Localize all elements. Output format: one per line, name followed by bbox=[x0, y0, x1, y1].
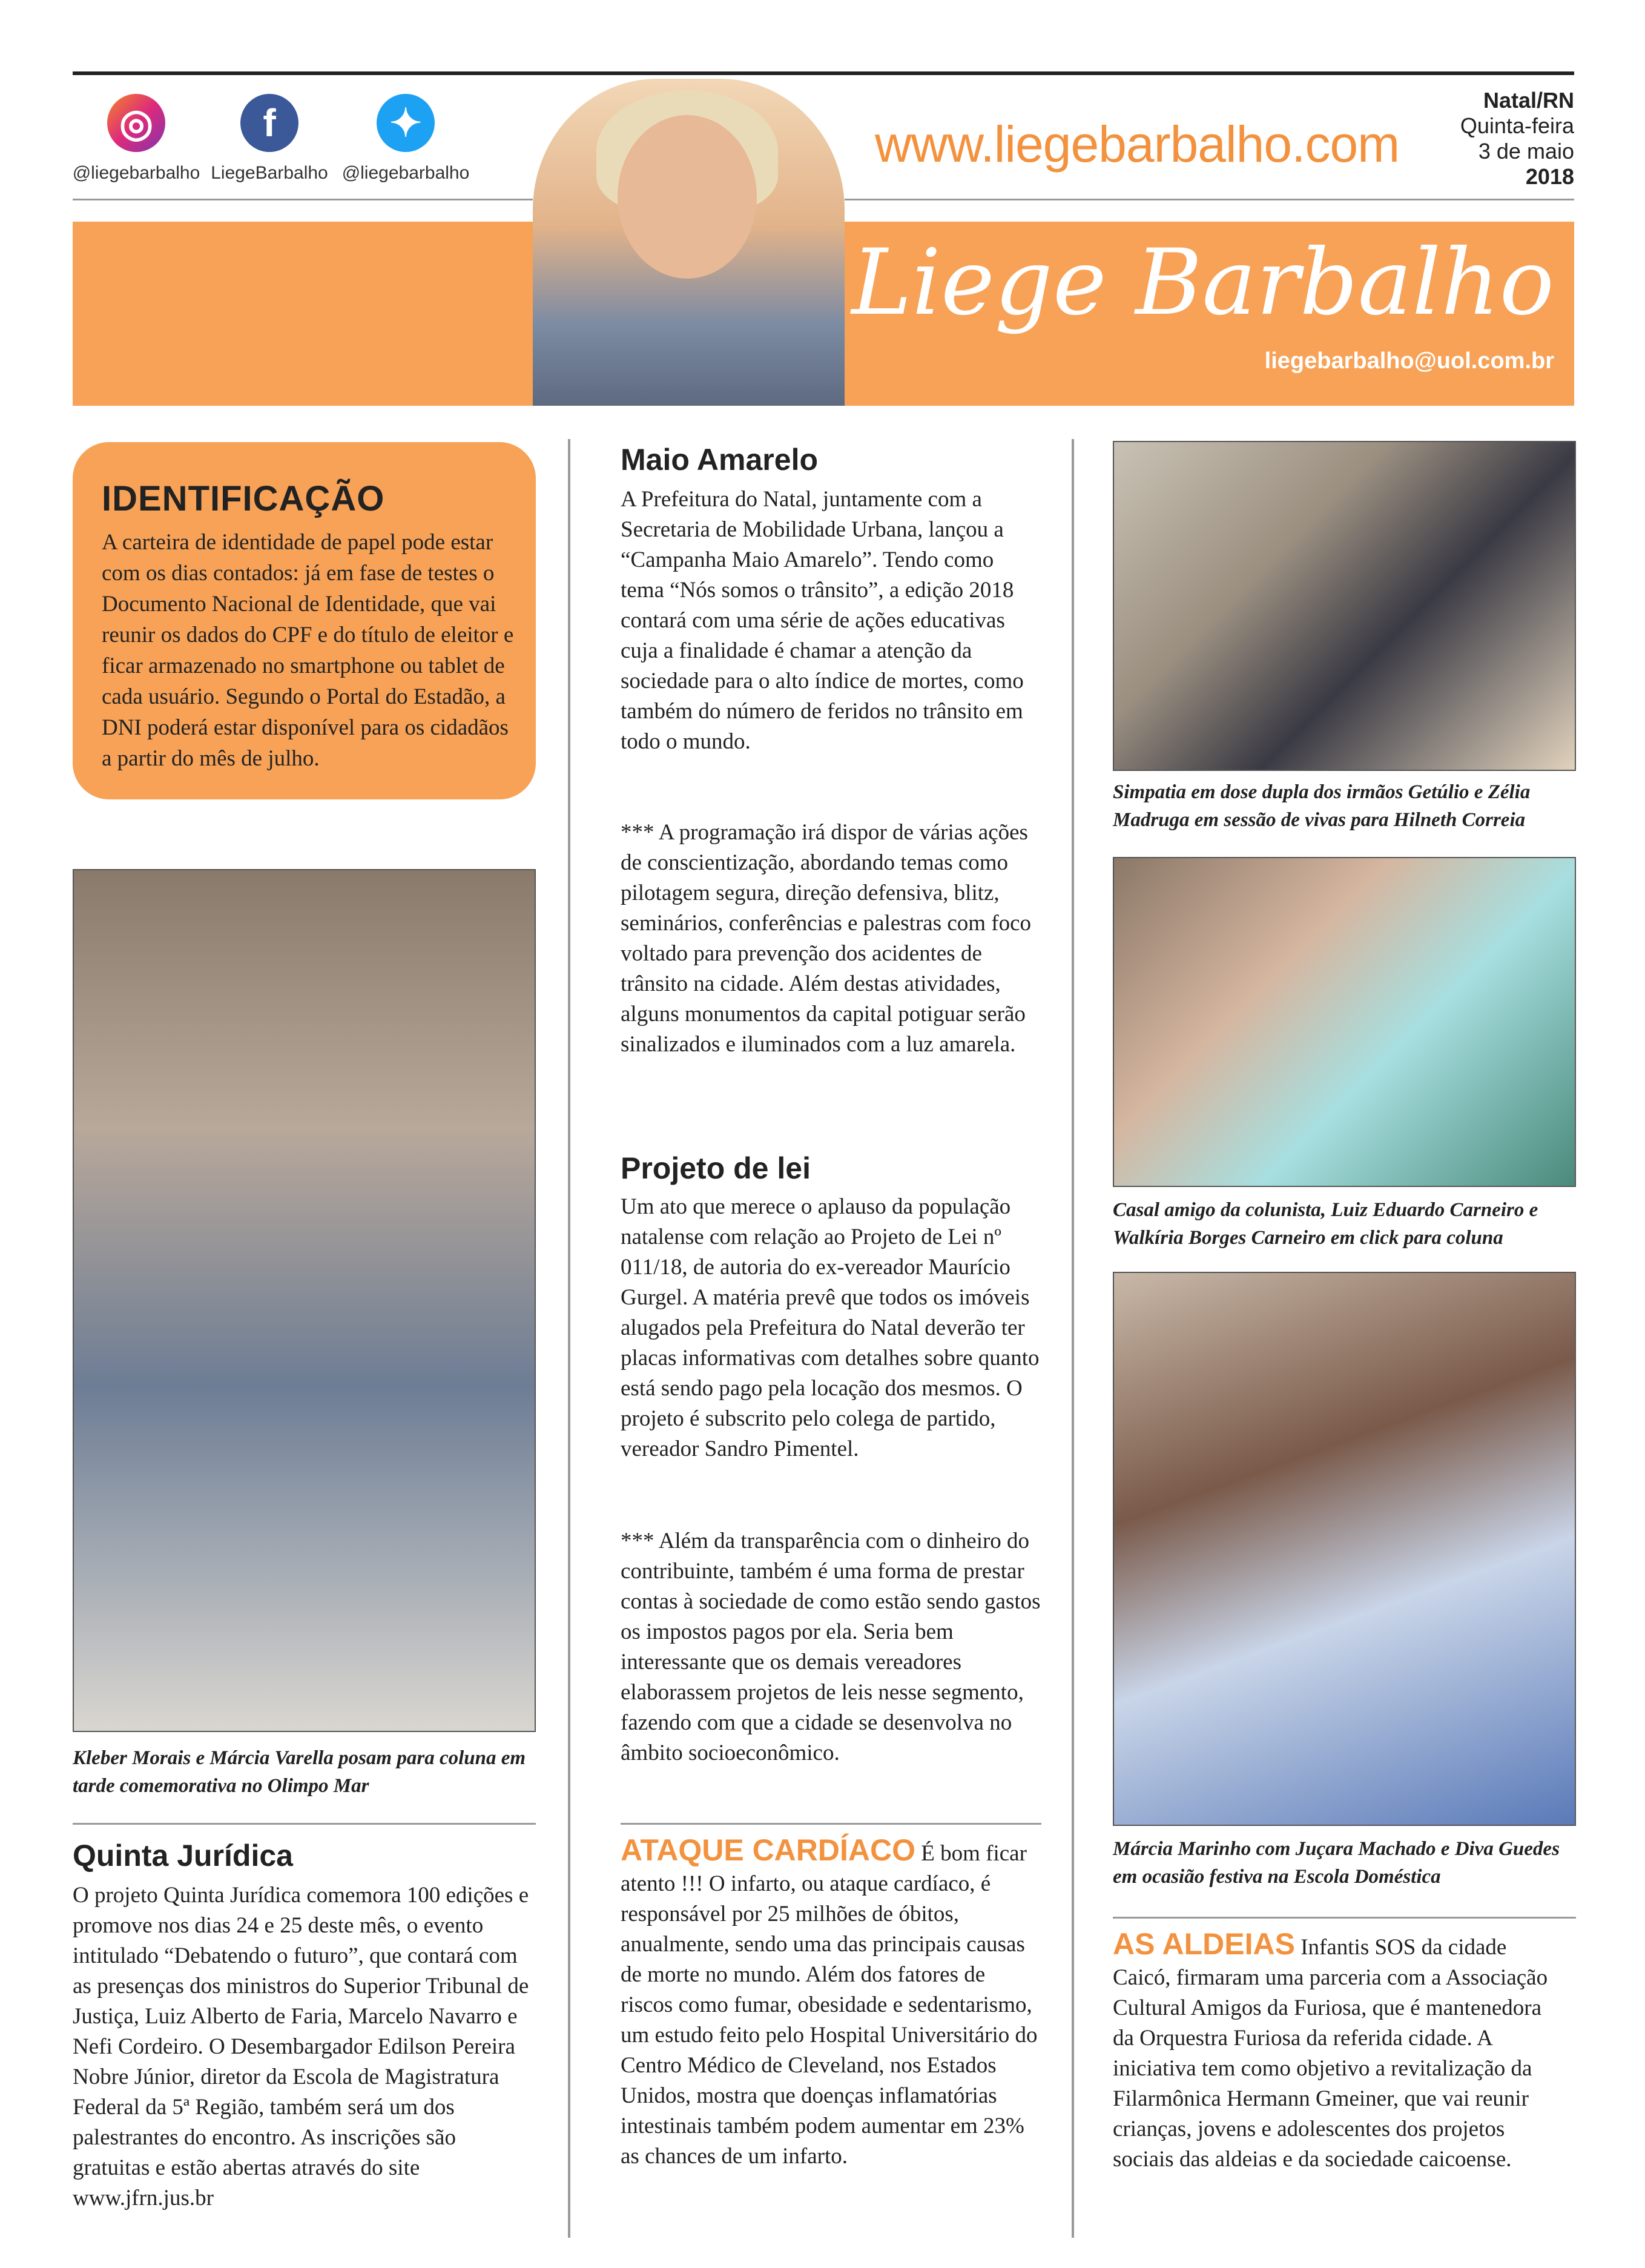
photo-kleber-marcia-caption: Kleber Morais e Márcia Varella posam para coluna em tarde comemorativa no Olimpo Mar bbox=[73, 1747, 526, 1797]
maio-paragraph-2: *** A programação irá dispor de várias ações de conscientização, abordando temas como pilotagem segura, direção defensiva, blitz, seminários, conferências e palestras com foco voltado para prevenção dos acidentes de trânsito na cidade. Além destas atividades, alguns monumentos da capital potiguar serão sinalizados e iluminados com a luz amarela. bbox=[621, 820, 1032, 1057]
photo-marcia-jucara-diva-caption: Márcia Marinho com Juçara Machado e Diva Guedes em ocasião festiva na Escola Doméstica bbox=[1113, 1838, 1560, 1888]
header-divider-right bbox=[845, 199, 1574, 200]
dateline bbox=[1460, 88, 1574, 190]
dateline-weekday: Quinta-feira bbox=[1460, 113, 1574, 138]
instagram-icon: ◎ bbox=[107, 94, 165, 152]
divider-quinta bbox=[73, 1823, 536, 1825]
photo-luiz-walkiria bbox=[1113, 857, 1576, 1187]
columnist-portrait bbox=[533, 79, 845, 406]
aldeias-article bbox=[1113, 1929, 1561, 2175]
photo-luiz-walkiria-caption: Casal amigo da colunista, Luiz Eduardo Carneiro e Walkíria Borges Carneiro em click para coluna bbox=[1113, 1199, 1538, 1249]
identificacao-box bbox=[73, 442, 536, 799]
facebook-icon: f bbox=[240, 94, 298, 152]
column-divider-1 bbox=[568, 439, 570, 2238]
projeto-title: Projeto de lei bbox=[621, 1151, 811, 1185]
maio-paragraph-1: A Prefeitura do Natal, juntamente com a Secretaria de Mobilidade Urbana, lançou a “Campanha Maio Amarelo”. Tendo como tema “Nós somos o trânsito”, a edição 2018 contará com uma série de ações educativas cuja a finalidade é chamar a atenção da sociedade para o alto índice de mortes, como também do número de feridos no trânsito em todo o mundo. bbox=[621, 487, 1024, 754]
identificacao-text: A carteira de identidade de papel pode estar com os dias contados: já em fase de testes o Documento Nacional de Identidade, que vai reunir os dados do CPF e do título de eleitor e ficar armazenado no smartphone ou tablet de cada usuário. Segundo o Portal do Estadão, a DNI poderá estar disponível para os cidadãos a partir do mês de julho. bbox=[102, 530, 514, 771]
dateline-city: Natal/RN bbox=[1483, 88, 1574, 113]
twitter-icon: ✦ bbox=[377, 94, 435, 152]
columnist-email[interactable]: liegebarbalho@uol.com.br bbox=[1264, 348, 1554, 374]
twitter-handle: @liegebarbalho bbox=[341, 163, 470, 183]
divider-ataque bbox=[621, 1823, 1041, 1825]
twitter-link[interactable] bbox=[339, 94, 472, 183]
photo-getulio-zelia-caption: Simpatia em dose dupla dos irmãos Getúlio e Zélia Madruga em sessão de vivas para Hilneth Correia bbox=[1113, 781, 1531, 831]
projeto-paragraph-1: Um ato que merece o aplauso da população natalense com relação ao Projeto de Lei nº 011/18, de autoria do ex-vereador Maurício Gurgel. A matéria prevê que todos os imóveis alugados pela Prefeitura do Natal deverão ter placas informativas com detalhes sobre quanto está sendo pago pela locação dos mesmos. O projeto é subscrito pelo colega de partido, vereador Sandro Pimentel. bbox=[621, 1194, 1040, 1461]
column-divider-2 bbox=[1072, 439, 1074, 2238]
dateline-year: 2018 bbox=[1525, 164, 1574, 189]
photo-getulio-zelia bbox=[1113, 441, 1576, 771]
instagram-link[interactable] bbox=[70, 94, 203, 183]
header-divider-left bbox=[73, 199, 533, 200]
photo-kleber-marcia bbox=[73, 869, 536, 1732]
ataque-article bbox=[621, 1835, 1041, 2172]
top-rule bbox=[73, 71, 1574, 75]
aldeias-kicker: AS ALDEIAS bbox=[1113, 1927, 1295, 1961]
ataque-text: É bom ficar atento !!! O infarto, ou ataque cardíaco, é responsável por 25 milhões de óbitos, anualmente, sendo uma das principais causas de morte no mundo. Além dos fatores de riscos como fumar, obesidade e sedentarismo, um estudo feito pelo Hospital Universitário do Centro Médico de Cleveland, nos Estados Unidos, mostra que doenças inflamatórias intestinais também podem aumentar em 23% as chances de um infarto. bbox=[621, 1841, 1038, 2169]
ataque-kicker: ATAQUE CARDÍACO bbox=[621, 1833, 916, 1867]
quinta-text: O projeto Quinta Jurídica comemora 100 edições e promove nos dias 24 e 25 deste mês, o evento intitulado “Debatendo o futuro”, que contará com as presenças dos ministros do Superior Tribunal de Justiça, Luiz Alberto de Faria, Marcelo Navarro e Nefi Cordeiro. O Desembargador Edilson Pereira Nobre Júnior, diretor da Escola de Magistratura Federal da 5ª Região, também será um dos palestrantes do encontro. As inscrições são gratuitas e estão abertas através do site www.jfrn.jus.br bbox=[73, 1883, 529, 2210]
columnist-name: Liege Barbalho bbox=[851, 230, 1554, 336]
website-link[interactable]: www.liegebarbalho.com bbox=[875, 116, 1400, 173]
aldeias-text: Infantis SOS da cidade Caicó, firmaram uma parceria com a Associação Cultural Amigos da Furiosa, que é mantenedora da Orquestra Furiosa da referida cidade. A iniciativa tem como objetivo a revitalização da Filarmônica Hermann Gmeiner, que vai reunir crianças, jovens e adolescentes dos projetos sociais das aldeias e da sociedade caicoense. bbox=[1113, 1935, 1548, 2172]
instagram-handle: @liegebarbalho bbox=[72, 163, 200, 183]
projeto-paragraph-2: *** Além da transparência com o dinheiro do contribuinte, também é uma forma de prestar contas à sociedade de como estão sendo gastos os impostos pagos por ela. Seria bem interessante que os demais vereadores elaborassem projetos de leis nesse segmento, fazendo com que a cidade se desenvolva no âmbito socioeconômico. bbox=[621, 1529, 1041, 1765]
facebook-handle: LiegeBarbalho bbox=[211, 163, 328, 183]
portrait-face bbox=[618, 115, 757, 279]
divider-aldeias bbox=[1113, 1917, 1576, 1919]
quinta-title: Quinta Jurídica bbox=[73, 1839, 293, 1873]
photo-marcia-jucara-diva bbox=[1113, 1272, 1576, 1826]
facebook-link[interactable] bbox=[203, 94, 336, 183]
dateline-date: 3 de maio bbox=[1478, 139, 1574, 164]
maio-title: Maio Amarelo bbox=[621, 443, 819, 477]
identificacao-title: IDENTIFICAÇÃO bbox=[102, 479, 385, 518]
